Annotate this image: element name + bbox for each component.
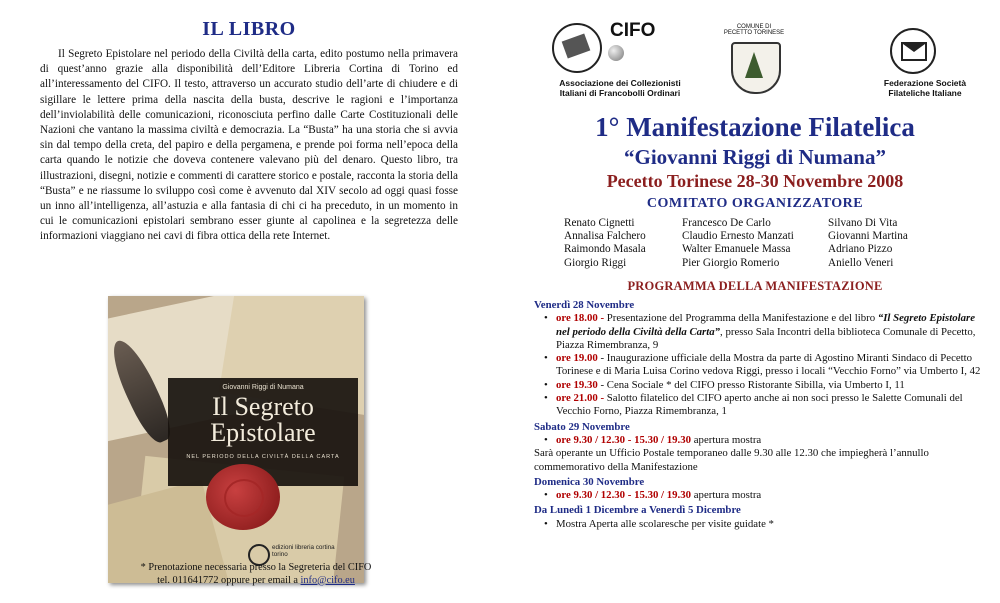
item-time: ore 18.00 - [556, 312, 605, 325]
wax-seal-icon [206, 464, 280, 530]
item-time: ore 9.30 / 12.30 - 15.30 / 19.30 [556, 433, 692, 446]
reservation-note [56, 562, 456, 587]
program-item [534, 379, 984, 392]
reservation-note-line2 [56, 575, 456, 588]
committee-column-2 [682, 217, 794, 270]
committee-member: Raimondo Masala [564, 243, 646, 256]
day-heading: Da Lunedì 1 Dicembre a Venerdì 5 Dicembre [534, 504, 741, 517]
committee-member: Renato Cignetti [564, 217, 635, 229]
committee-member: Claudio Ernesto Manzati [682, 230, 794, 243]
book-section [40, 18, 458, 245]
event-place-date: Pecetto Torinese 28-30 Novembre 2008 [606, 171, 904, 191]
item-text: - Inaugurazione ufficiale della Mostra da parte di Agostino Miranti Sindaco di Pecetto Torinese e di Maria Luisa Corino vedova Riggi, presso i locali “Vecchio Forno” via Umberto I, 42 [556, 352, 981, 378]
bullet-icon: • [544, 352, 548, 365]
committee-member: Silvano Di Vita [828, 217, 898, 229]
tree-icon [745, 52, 763, 78]
crest-caption: COMUNE DI PECETTO TORINESE [723, 24, 785, 36]
item-time: ore 9.30 / 12.30 - 15.30 / 19.30 [556, 489, 692, 502]
program-item [534, 518, 984, 531]
committee-member: Giorgio Riggi [564, 256, 627, 269]
item-text: Mostra Aperta alle scolaresche per visite guidate * [556, 517, 774, 530]
item-text: - Cena Sociale * del CIFO presso Ristorante Sibilla, via Umberto I, 11 [597, 378, 905, 391]
event-subtitle: “Giovanni Riggi di Numana” [624, 145, 886, 169]
book-cover-image [108, 296, 364, 583]
day-heading: Sabato 29 Novembre [534, 420, 630, 433]
committee-member: Giovanni Martina [828, 230, 908, 243]
envelope-icon [901, 42, 927, 61]
fsfi-caption [865, 78, 985, 98]
reservation-note-line1: * Prenotazione necessaria presso la Segreteria del CIFO [140, 562, 372, 573]
program-item [534, 352, 984, 379]
book-cover-author: Giovanni Riggi di Numana [222, 384, 304, 391]
cifo-caption [520, 78, 720, 98]
committee-member: Annalisa Falchero [564, 230, 646, 243]
bullet-icon: • [544, 489, 548, 502]
item-text: , presso Sala Incontri della biblioteca Comunale di Pecetto, Piazza Rimembranza, 9 [556, 325, 976, 351]
day-heading: Venerdì 28 Novembre [534, 299, 635, 311]
cifo-caption-line1: Associazione dei Collezionisti [559, 78, 681, 88]
bullet-icon: • [544, 433, 548, 446]
committee-column-3 [828, 217, 908, 270]
cifo-caption-line2: Italiani di Francobolli Ordinari [559, 88, 681, 98]
item-time: ore 21.00 - [556, 392, 605, 405]
sphere-icon [608, 45, 624, 61]
item-text: Presentazione del Programma della Manifestazione e del libro [604, 312, 878, 325]
program-list [534, 297, 984, 531]
bullet-icon: • [544, 312, 548, 325]
program-item [534, 312, 984, 352]
program-item [534, 434, 984, 447]
committee-column-1 [564, 217, 646, 270]
item-time: ore 19.00 [556, 352, 598, 365]
item-time: ore 19.30 [556, 378, 598, 391]
day-heading: Domenica 30 Novembre [534, 475, 645, 488]
committee-member: Francesco De Carlo [682, 217, 771, 229]
program-item [534, 392, 984, 419]
phone-text: tel. 011641772 oppure per email a [157, 574, 301, 586]
bullet-icon: • [544, 378, 548, 391]
committee-member: Pier Giorgio Romerio [682, 256, 780, 269]
book-cover-title-line1: Il Segreto [212, 392, 314, 421]
event-title: 1° Manifestazione Filatelica [595, 112, 915, 142]
committee-member: Adriano Pizzo [828, 243, 893, 256]
cifo-name: CIFO [610, 20, 656, 41]
fsfi-logo [890, 28, 936, 74]
book-description: Il Segreto Epistolare nel periodo della Civiltà della carta, edito postumo nella primavera di quest’anno grazie alla disponibilità dell’Editore Libreria Cortina di Torino ed all’interessamento del CIFO. Il testo, attraverso un accurato studio dell’arte di chiudere e di sigillare le lettere prima della nascita della busta, descrive le ragioni e l’importanza dell’inviolabilità delle comunicazioni, riconosciuta perfino dalle Carte Costituzionali delle Nazioni che vantano la massima civiltà e democrazia. La “Busta” ha una storia che si avvia sin dal tempo della creta, del papiro e della pergamena, e prende poi forma nell’epoca della carta quando le notizie che doveva contenere valevano più del denaro. Questo libro, tra illustrazioni, disegni, notizie e commenti di carattere storico e postale, racconta la storia della “Busta” e ne riassume lo sviluppo così come è avvenuto dal XIV secolo ad oggi quasi fosse un inno all’intelligenza, all’astuzia e alla fantasia di chi ci ha preceduto, in un momento in cui le comunicazioni epistolari sembrano esser giunte al capolinea e la segretezza delle informazioni viaggiano nei cavi di fibra ottica della rete Internet. [40, 48, 458, 243]
item-book-title: “Il Segreto Epistolare nel periodo della Civiltà della Carta” [556, 312, 975, 338]
item-text: Salotto filatelico del CIFO aperto anche ai non soci presso le Salette Comunali del Vecchio Forno, Piazza Rimembranza, 1 [556, 392, 963, 418]
event-flyer [520, 0, 990, 603]
cifo-logo [550, 15, 680, 75]
book-cover-subtitle: NEL PERIODO DELLA CIVILTÀ DELLA CARTA [186, 454, 340, 460]
committee-member: Aniello Veneri [828, 256, 894, 269]
email-link[interactable]: info@cifo.eu [300, 574, 355, 586]
program-note: Sarà operante un Ufficio Postale temporaneo dalle 9.30 alle 12.30 che impiegherà l’annullo commemorativo della Manifestazione [534, 447, 929, 473]
bullet-icon: • [544, 392, 548, 405]
item-text: apertura mostra [691, 433, 762, 446]
fsfi-caption-line2: Filateliche Italiane [888, 88, 962, 98]
publisher-name: edizioni libreria cortina torino [272, 544, 335, 558]
committee-title: COMITATO ORGANIZZATORE [646, 196, 864, 211]
program-item [534, 489, 984, 502]
item-text: apertura mostra [691, 489, 762, 502]
book-section-title: IL LIBRO [202, 18, 296, 40]
pecetto-crest-logo [723, 24, 785, 90]
fsfi-caption-line1: Federazione Società [883, 78, 967, 88]
program-title: PROGRAMMA DELLA MANIFESTAZIONE [627, 279, 883, 293]
book-cover-title-line2: Epistolare [210, 418, 316, 447]
bullet-icon: • [544, 517, 548, 530]
committee-member: Walter Emanuele Massa [682, 243, 791, 256]
